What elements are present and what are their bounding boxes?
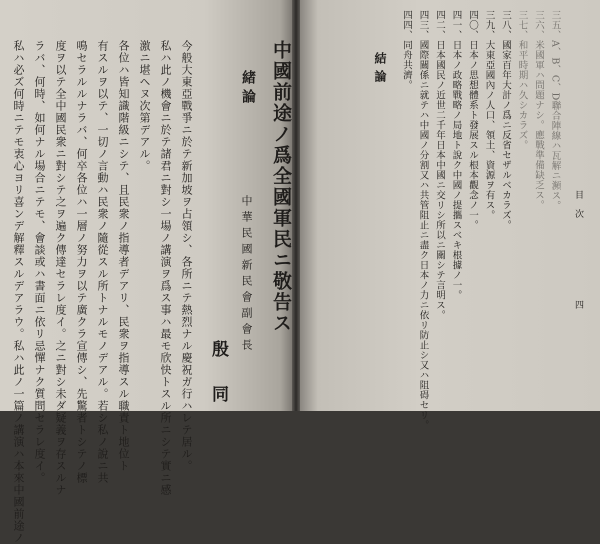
conclusion-heading: 結論 bbox=[373, 52, 387, 88]
body-column: 私ハ此ノ機會ニ於テ諸君ニ對シ一場ノ講演ヲ爲ス事ハ最モ欣快トスル所ニシテ實ニ感 bbox=[159, 40, 172, 496]
body-column: 鳴セラルルナラバ、何卒各位ハ一層ノ努力ヲ以テ廣クラ宣傳シ、先驚者トシテノ標 bbox=[75, 40, 88, 484]
outline-list-item: 四四、同舟共濟。 bbox=[401, 10, 412, 90]
outline-list-item: 三八、國家百年大計ノ爲ニ反省セザルベカラズ。 bbox=[500, 10, 511, 230]
outline-list-item: 三九、大東亞國內ノ人口、領土、資源ヲ有ス。 bbox=[483, 10, 495, 220]
outline-list-item: 四二、日本國民ノ近世二千年日本中國ニ交リシ所以ニ關シテ言明ス。 bbox=[434, 10, 445, 320]
page-number: 四 bbox=[573, 300, 583, 319]
body-column: ラバ、何時、如何ナル場合ニテモ、會談或ハ書面ニ依リ忌憚ナク質問セラレ度イ。 bbox=[33, 40, 46, 484]
body-column: 私ハ必ズ何時ニテモ衷心ヨリ喜ンデ解釋スルデアラウ。私ハ此ノ一篇ノ講演ハ本來中國前途ノ bbox=[12, 40, 25, 544]
outline-list-item: 四三、國際關係ニ就テハ中國ノ分割又ハ共管阻止ニ盡ク日本ノ力ニ依リ防止シ又ハ阻碍セリ。 bbox=[417, 10, 429, 430]
outline-list-item: 四〇、日本ノ思想體系ト發展スル根本觀念ノ一。 bbox=[467, 10, 478, 230]
outline-list-item: 四一、日本ノ政略戰略ノ局地ト說ク中國ノ提攜スベキ根據ノ一。 bbox=[450, 10, 462, 300]
right-page bbox=[300, 0, 600, 430]
book-gutter bbox=[292, 0, 300, 411]
outline-list-item: 三六、米國軍ハ問題ナシ。應戰準備缺乏ス。 bbox=[533, 10, 544, 210]
left-page bbox=[0, 0, 292, 544]
article-title: 中國前途ノ爲全國軍民ニ敬告ス bbox=[270, 40, 292, 334]
body-column: 各位ハ皆知識階級ニシテ、且民衆ノ指導者デアリ、民衆ヲ指導スル職責ト地位ト bbox=[117, 40, 130, 472]
author-name: 殷同 bbox=[208, 340, 228, 430]
outline-list-item: 三七、和平時期ハ久シカラズ。 bbox=[516, 10, 528, 150]
body-column: 有スルヲ以テ、一切ノ言動ハ民衆ノ隨從スル所トナルモノデアル。若シ私ノ說ニ共 bbox=[96, 40, 109, 484]
body-column: 激ニ堪ヘヌ次第デアル。 bbox=[138, 40, 151, 172]
author-affiliation: 中華民國新民會副會長 bbox=[240, 195, 253, 355]
contents-label: 目次 bbox=[573, 190, 583, 228]
outline-list-item: 三五、A、B、C、D聯合陣線ハ瓦解ニ瀕ス。 bbox=[549, 10, 561, 211]
body-column: 度ヲ以テ全中國民衆ニ對シテ之ヲ遍ク傳達セラレ度イ。之ニ對シ未ダ疑義ヲ存スルナ bbox=[54, 40, 67, 496]
body-column: 今般大東亞戰爭ニ於テ新加坡ヲ占領シ、各所ニテ熱烈ナル慶祝ガ行ハレテ居ル。 bbox=[180, 40, 193, 472]
section-heading: 緒論 bbox=[240, 70, 256, 108]
